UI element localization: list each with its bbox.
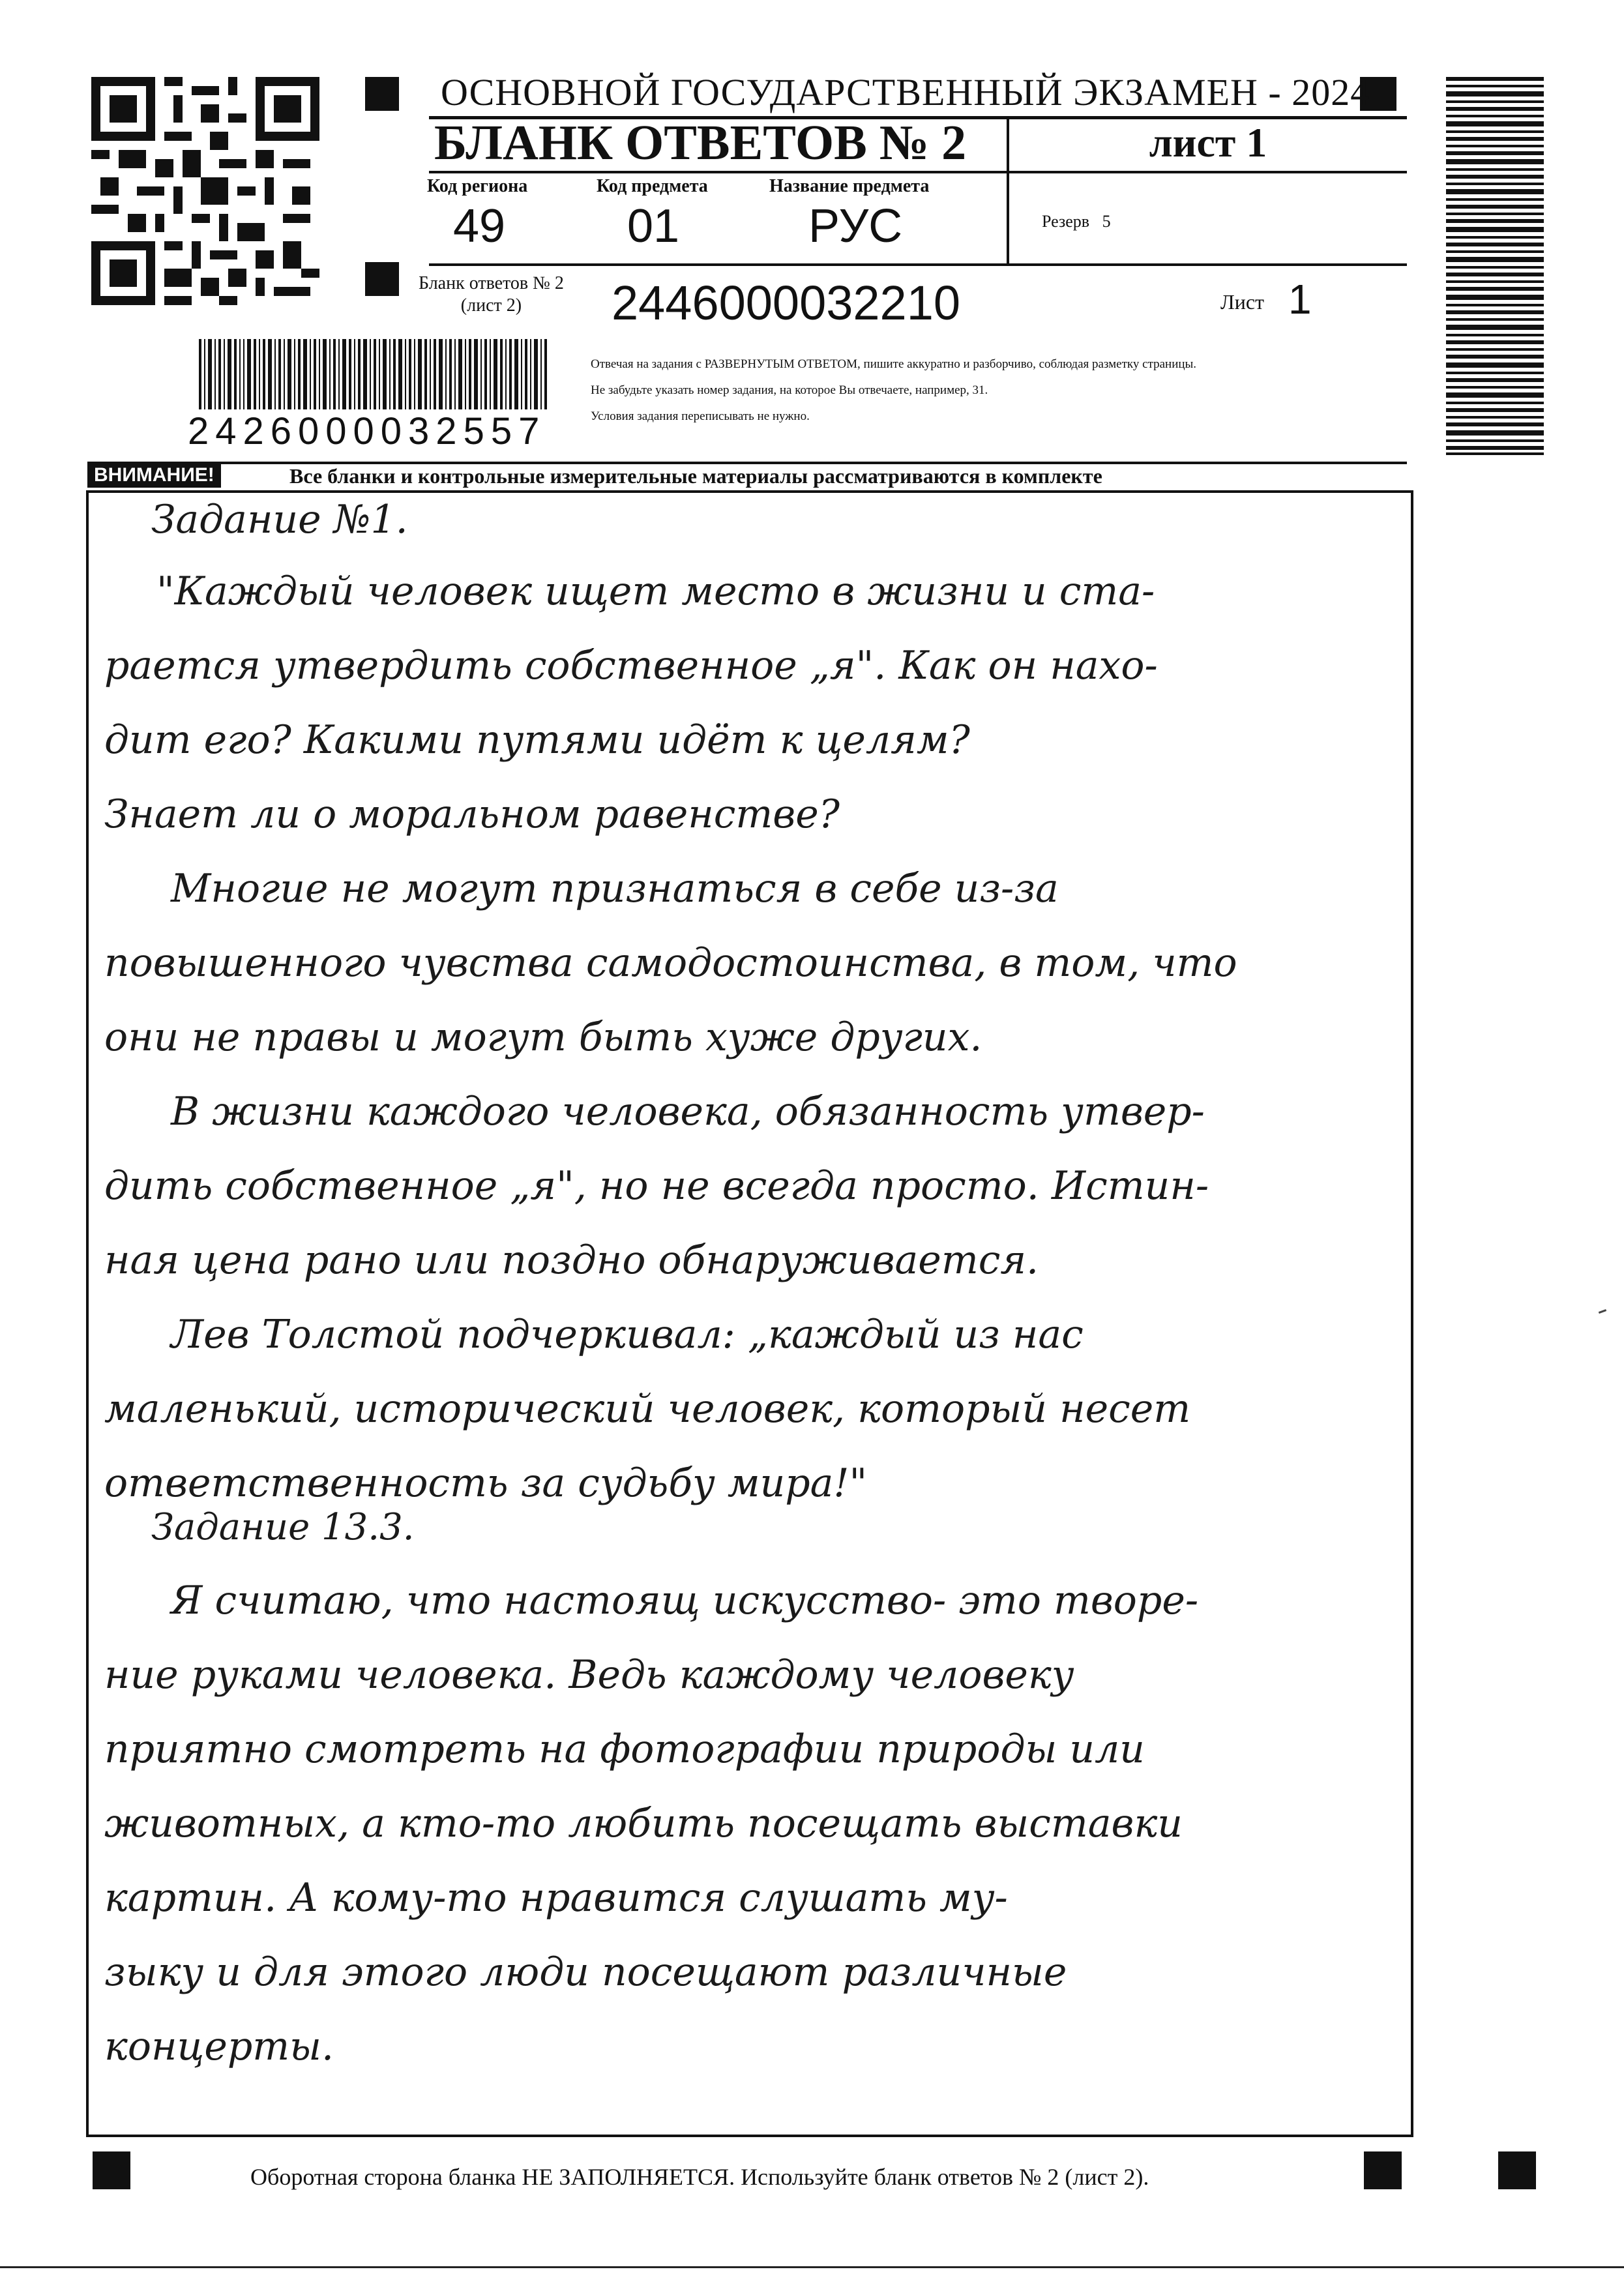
reserve-label: Резерв — [1042, 212, 1090, 231]
sheet-label: лист 1 — [1149, 119, 1267, 166]
answer-line-12: Лев Толстой подчеркивал: „каждый из нас — [171, 1312, 1084, 1357]
qr-code — [91, 77, 319, 305]
subject-code-label: Код предмета — [597, 176, 708, 196]
header-rule-3 — [429, 263, 1407, 266]
exam-title: ОСНОВНОЙ ГОСУДАРСТВЕННЫЙ ЭКЗАМЕН - 2024 — [441, 71, 1370, 113]
alignment-marker-top-left — [365, 77, 399, 111]
bottom-rule — [0, 2266, 1624, 2268]
answer-line-20: картин. А кому-то нравится слушать му- — [104, 1875, 1008, 1921]
reserve-field — [1042, 212, 1111, 231]
form-label-line1: Бланк ответов № 2 — [419, 273, 564, 293]
answer-line-22: концерты. — [104, 2024, 334, 2069]
answer-line-21: зыку и для этого люди посещают различные — [104, 1949, 1067, 1995]
stray-mark — [1599, 1309, 1606, 1314]
form-label — [419, 273, 564, 317]
subject-name-label: Название предмета — [769, 176, 930, 196]
answer-line-7: повышенного чувства самодостоинства, в том, что — [104, 940, 1237, 986]
answer-line-18: приятно смотреть на фотографии природы или — [104, 1726, 1145, 1772]
subject-code-value: 01 — [627, 200, 680, 252]
answer-line-4: дит его? Какими путями идёт к целям? — [104, 717, 970, 763]
answer-line-5: Знает ли о моральном равенстве? — [104, 791, 840, 837]
barcode-number: 2426000032557 — [184, 409, 550, 453]
answer-line-6: Многие не могут признаться в себе из-за — [171, 866, 1059, 911]
answer-line-16: Я считаю, что настоящ искусство- это творе- — [171, 1578, 1199, 1623]
instruction-line-3: Условия задания переписывать не нужно. — [591, 409, 810, 423]
region-value: 49 — [453, 200, 506, 252]
alignment-marker-bottom-right-2 — [1498, 2151, 1536, 2189]
instruction-line-1: Отвечая на задания с РАЗВЕРНУТЫМ ОТВЕТОМ, пишите аккуратно и разборчиво, соблюдая разметку страницы. — [591, 357, 1197, 371]
warning-text: Все бланки и контрольные измерительные материалы рассматриваются в комплекте — [289, 464, 1102, 488]
alignment-marker-bottom-right-1 — [1364, 2151, 1402, 2189]
answer-line-8: они не правы и могут быть хуже других. — [104, 1014, 982, 1060]
vertical-barcode — [1446, 77, 1544, 455]
instruction-line-2: Не забудьте указать номер задания, на которое Вы отвечаете, например, 31. — [591, 383, 988, 397]
answer-line-10: дить собственное „я", но не всегда просто. Истин- — [104, 1163, 1209, 1209]
answer-line-2: "Каждый человек ищет место в жизни и ста- — [156, 569, 1155, 614]
answer-line-19: животных, а кто-то любить посещать выставки — [104, 1801, 1183, 1846]
answer-line-13: маленький, исторический человек, который несет — [104, 1386, 1191, 1432]
list-value: 1 — [1288, 276, 1312, 323]
warning-badge: ВНИМАНИЕ! — [87, 463, 221, 488]
form-code: 2446000032210 — [612, 276, 961, 330]
answer-line-9: В жизни каждого человека, обязанность утвер- — [171, 1089, 1205, 1134]
answer-line-17: ние руками человека. Ведь каждому человеку — [104, 1652, 1074, 1698]
alignment-marker-mid-left — [365, 262, 399, 296]
footer-note: Оборотная сторона бланка НЕ ЗАПОЛНЯЕТСЯ. Используйте бланк ответов № 2 (лист 2). — [250, 2164, 1149, 2190]
answer-line-1: Задание №1. — [151, 497, 408, 542]
region-label: Код региона — [427, 176, 528, 196]
alignment-marker-bottom-left — [93, 2151, 130, 2189]
reserve-value: 5 — [1102, 212, 1111, 231]
subject-name-value: РУС — [808, 200, 903, 252]
list-label: Лист — [1220, 290, 1265, 314]
form-label-line2: (лист 2) — [460, 295, 522, 316]
answer-line-11: ная цена рано или поздно обнаруживается. — [104, 1237, 1039, 1283]
header-rule-2 — [429, 171, 1407, 173]
blank-title: БЛАНК ОТВЕТОВ № 2 — [434, 115, 967, 170]
answer-line-14: ответственность за судьбу мира!" — [104, 1460, 868, 1506]
answer-line-15: Задание 13.3. — [151, 1506, 415, 1548]
answer-line-3: рается утвердить собственное „я". Как он нахо- — [104, 643, 1158, 688]
